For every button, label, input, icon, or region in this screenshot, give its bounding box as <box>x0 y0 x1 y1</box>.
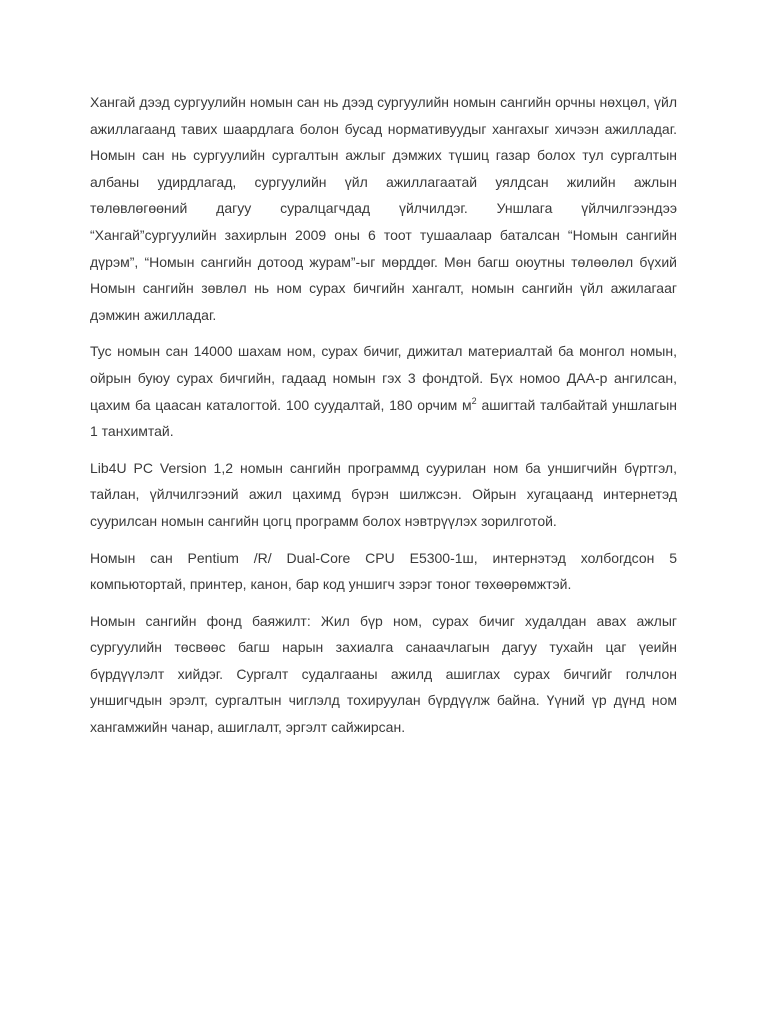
document-body <box>90 89 677 741</box>
paragraph-equipment: Номын сан Pentium /R/ Dual-Core CPU E5300-1ш, интернэтэд холбогдсон 5 компьютортай, принтер, канон, бар код уншигч зэрэг тоног төхөөрөмжтэй. <box>90 549 677 593</box>
paragraph-collection-text: Тус номын сан 14000 шахам ном, сурах бичиг, дижитал материалтай ба монгол номын, ойрын буюу сурах бичгийн, гадаад номын гэх 3 фондтой. Бүх номоо ДАА-р ангилсан, цахим ба цаасан каталогтой. 100 суудалтай, 180 орчим м <box>90 343 677 413</box>
superscript-squared: 2 <box>471 395 477 406</box>
paragraph-software: Lib4U PC Version 1,2 номын сангийн программд суурилан ном ба уншигчийн бүртгэл, тайлан, үйлчилгээний ажил цахимд бүрэн шилжсэн. Ойрын хугацаанд интернетэд суурилсан номын сангийн цогц программ болох нэвтрүүлэх зорилготой. <box>90 459 677 529</box>
paragraph-library-overview: Хангай дээд сургуулийн номын сан нь дээд сургуулийн номын сангийн орчны нөхцөл, үйл ажиллагаанд тавих шаардлага болон бусад нормативуудыг хангахыг хичээн ажилладаг. Номын сан нь сургуулийн сургалтын ажлыг дэмжих түшиц газар болох тул сургалтын албаны удирдлагад, сургуулийн үйл ажиллагаатай уялдсан жилийн ажлын төлөвлөгөөний дагуу суралцагчдад үйлчилдэг. Уншлага үйлчилгээндээ “Хангай”сургуулийн захирлын 2009 оны 6 тоот тушаалаар баталсан “Номын сангийн дүрэм”, “Номын сангийн дотоод журам”-ыг мөрддөг. Мөн багш оюутны төлөөлөл бүхий Номын сангийн зөвлөл нь ном сурах бичгийн хангалт, номын сангийн үйл ажилагааг дэмжин ажилладаг. <box>90 94 677 323</box>
paragraph-collection-text-end: ашигтай талбайтай уншлагын 1 танхимтай. <box>90 396 677 440</box>
paragraph-fund-acquisition: Номын сангийн фонд баяжилт: Жил бүр ном, сурах бичиг худалдан авах ажлыг сургуулийн төсвөөс багш нарын захиалга санаачлагын дагуу тухайн цаг үеийн бүрдүүлэлт хийдэг. Сургалт судалгааны ажилд ашиглах сурах бичгийг голчлон уншигчдын эрэлт, сургалтын чиглэлд тохируулан бүрдүүлж байна. Үүний үр дүнд ном хангамжийн чанар, ашиглалт, эргэлт сайжирсан. <box>90 612 677 736</box>
paragraph-collection-facilities <box>90 338 677 444</box>
